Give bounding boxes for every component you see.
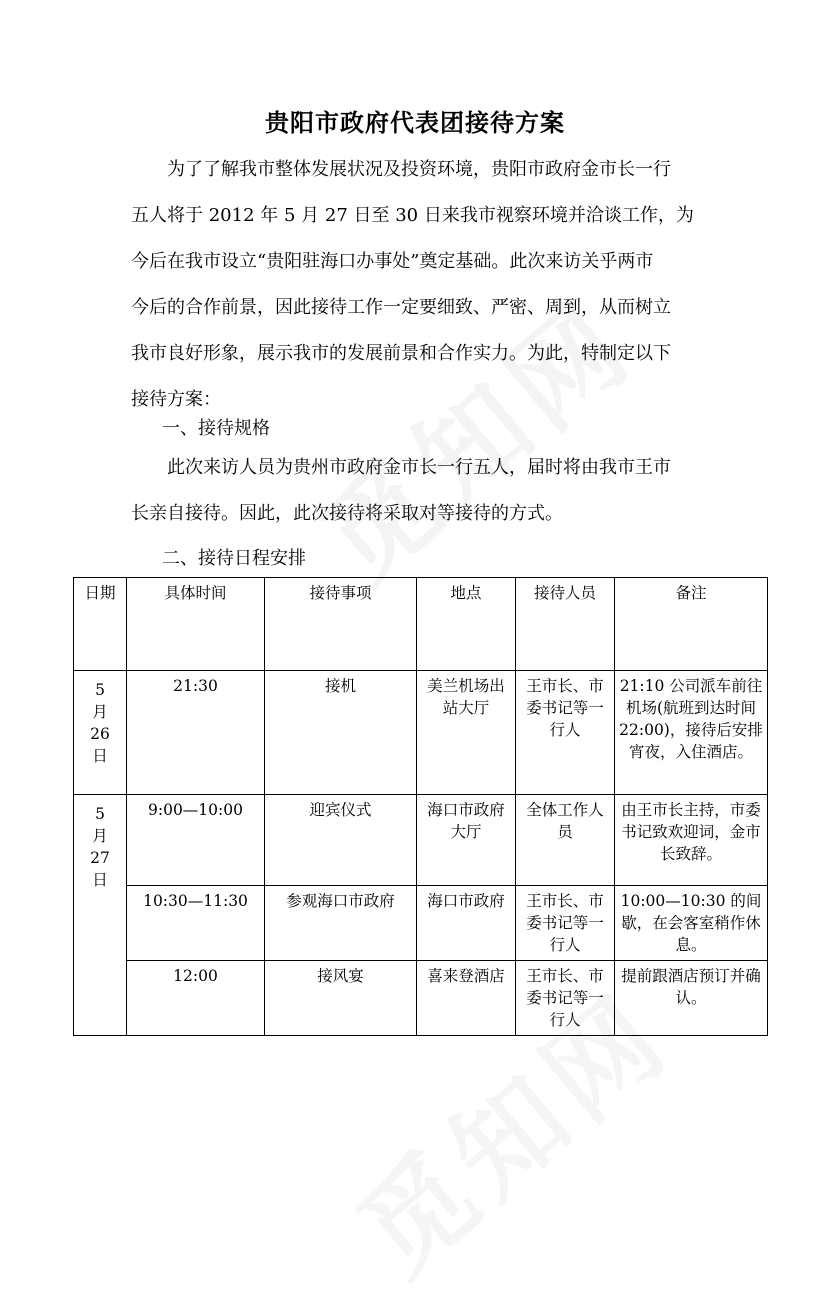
staff-cell: 王市长、市委书记等一行人 [516,961,615,1036]
note-cell: 提前跟酒店预订并确认。 [615,961,768,1036]
place-cell: 海口市政府 [417,886,516,961]
staff-cell: 王市长、市委书记等一行人 [516,886,615,961]
place-cell: 美兰机场出站大厅 [417,671,516,795]
time-cell: 21:30 [127,671,265,795]
intro-paragraph [131,147,711,423]
date-part: 日 [92,747,108,765]
document-title: 贵阳市政府代表团接待方案 [265,108,565,137]
table-row [74,671,768,795]
section1-line: 长亲自接待。因此，此次接待将采取对等接待的方式。 [131,503,563,524]
header-staff: 接待人员 [516,578,615,671]
date-cell [74,795,127,1036]
date-part: 月 [92,827,108,845]
place-cell: 喜来登酒店 [417,961,516,1036]
note-cell: 由王市长主持，市委书记致欢迎词，金市长致辞。 [615,795,768,886]
time-cell: 10:30—11:30 [127,886,265,961]
header-time: 具体时间 [127,578,265,671]
section1-line: 此次来访人员为贵州市政府金市长一行五人，届时将由我市王市 [167,457,671,478]
table-row [74,795,768,886]
time-cell: 12:00 [127,961,265,1036]
item-cell: 迎宾仪式 [265,795,417,886]
section1-heading: 一、接待规格 [162,418,270,439]
date-part: 5 [95,805,105,823]
table-row [74,886,768,961]
intro-line: 五人将于 2012 年 5 月 27 日至 30 日来我市视察环境并洽谈工作，为 [131,205,694,226]
table-header-row [74,578,768,671]
header-item: 接待事项 [265,578,417,671]
intro-line: 今后在我市设立“贵阳驻海口办事处”奠定基础。此次来访关乎两市 [131,251,654,272]
item-cell: 接机 [265,671,417,795]
intro-line: 接待方案： [131,389,221,410]
note-cell: 21:10 公司派车前往机场(航班到达时间 22:00)，接待后安排宵夜，入住酒店。 [615,671,768,795]
header-date: 日期 [74,578,127,671]
date-part: 月 [92,703,108,721]
table-row [74,961,768,1036]
date-part: 26 [90,725,110,743]
date-part: 日 [92,871,108,889]
date-cell [74,671,127,795]
item-cell: 接风宴 [265,961,417,1036]
header-note: 备注 [615,578,768,671]
staff-cell: 全体工作人员 [516,795,615,886]
item-cell: 参观海口市政府 [265,886,417,961]
intro-line: 为了了解我市整体发展状况及投资环境，贵阳市政府金市长一行 [167,159,671,180]
date-part: 5 [95,681,105,699]
date-part: 27 [90,849,110,867]
place-cell: 海口市政府大厅 [417,795,516,886]
intro-line: 我市良好形象，展示我市的发展前景和合作实力。为此，特制定以下 [131,343,671,364]
section1-paragraph [131,445,711,537]
note-cell: 10:00—10:30 的间歇，在会客室稍作休息。 [615,886,768,961]
header-place: 地点 [417,578,516,671]
schedule-table [73,577,768,1036]
section2-heading: 二、接待日程安排 [162,548,306,569]
time-cell: 9:00—10:00 [127,795,265,886]
intro-line: 今后的合作前景，因此接待工作一定要细致、严密、周到，从而树立 [131,297,671,318]
staff-cell: 王市长、市委书记等一行人 [516,671,615,795]
